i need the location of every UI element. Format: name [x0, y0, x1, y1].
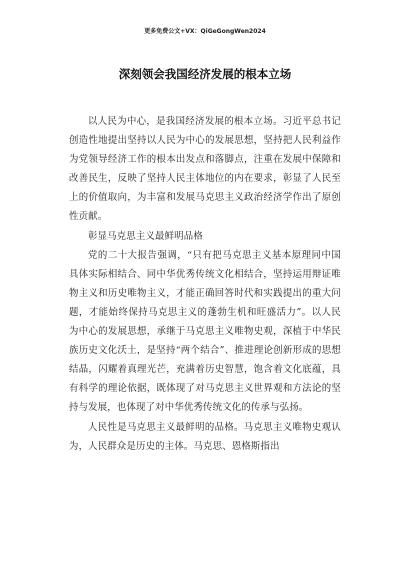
- paragraph-intro: 以人民为中心，是我国经济发展的根本立场。习近平总书记创造性地提出坚持以人民为中心的发展思想，坚持把人民利益作为党领导经济工作的根本出发点和落脚点，注重在发展中保障和改善民生，反映了坚持人民主体地位的内在要求，彰显了人民至上的价值取向，为丰富和发展马克思主义政治经济学作出了原创性贡献。: [69, 116, 341, 223]
- section-heading: 彰显马克思主义最鲜明品格: [88, 230, 203, 242]
- document-body: [69, 112, 341, 456]
- header-note: 更多免费公文+VX：QiGeGongWen2024: [144, 28, 266, 35]
- paragraph-report: 党的二十大报告强调，“只有把马克思主义基本原理同中国具体实际相结合、同中华优秀传统文化相结合，坚持运用辩证唯物主义和历史唯物主义，才能正确回答时代和实践提出的重大问题，才能始终保持马克思主义的蓬勃生机和旺盛活力”。以人民为中心的发展思想，承继于马克思主义唯物史观，深植于中华民族历史文化沃土，是坚持“两个结合”、推进理论创新形成的思想结晶，闪耀着真理光芒，充满着历史智慧，饱含着文化底蕴，具有科学的理论依据，既体现了对马克思主义世界观和方法论的坚持与发展，也体现了对中华优秀传统文化的传承与弘扬。: [69, 249, 341, 414]
- paragraph-people: 人民性是马克思主义最鲜明的品格。马克思主义唯物史观认为，人民群众是历史的主体。马克思、恩格斯指出: [69, 421, 341, 452]
- document-title: 深刻领会我国经济发展的根本立场: [118, 67, 292, 81]
